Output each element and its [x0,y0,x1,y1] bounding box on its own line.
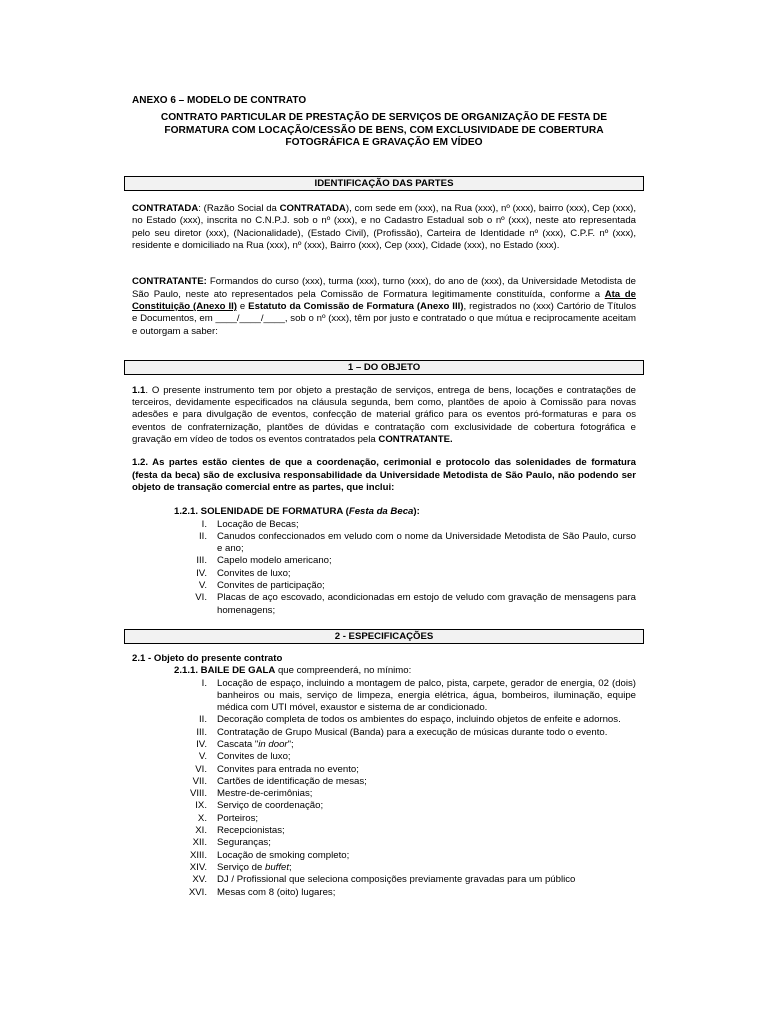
roman-numeral: I. [201,518,207,530]
baile-item [132,714,636,726]
baile-item [132,751,636,763]
roman-numeral: I. [201,677,207,689]
roman-numeral: VI. [195,763,207,775]
clause-2-1-1-number: 2.1.1. BAILE DE GALA [174,665,276,677]
roman-numeral: VIII. [189,788,207,800]
baile-item [132,764,636,776]
roman-numeral: XVI. [188,886,207,898]
list-item-text: Convites de luxo; [217,567,291,579]
baile-items-list [132,678,636,899]
estatuto-ref: Estatuto da Comissão de Formatura (Anexo III) [248,300,464,312]
roman-numeral: VII. [192,775,207,787]
contratante-text-1: Formandos do curso (xxx), turma (xxx), turno (xxx), do ano de (xxx), da Universidade Metodista de São Paulo, neste ato representados pela Comissão de Formatura legitimamente constituída, conforme a [132,276,636,300]
list-item-text: Canudos confeccionados em veludo com o nome da Universidade Metodista de São Paulo, curso e ano; [217,530,636,555]
baile-item [132,788,636,800]
contratante-text-2: e [236,300,249,312]
annex-heading: ANEXO 6 – MODELO DE CONTRATO [132,95,307,106]
list-item-text: Locação de Becas; [217,518,299,530]
roman-numeral: III. [196,555,207,567]
solenidade-item [132,568,636,580]
clause-1-1-number: 1.1 [132,384,146,396]
list-item-text: Cascata "in door"; [217,738,294,750]
list-item-text: Capelo modelo americano; [217,555,332,567]
clause-1-2-1-head-end: ): [413,506,420,518]
baile-item [132,727,636,739]
contratada-paragraph [132,203,636,252]
roman-numeral: XIII. [189,849,207,861]
list-item-text: Convites de luxo; [217,751,291,763]
contratante-paragraph [132,276,636,337]
clause-1-1 [132,385,636,446]
list-item-text: Convites para entrada no evento; [217,763,359,775]
section-especificacoes: 2 - ESPECIFICAÇÕES [124,629,644,644]
list-item-text: Contratação de Grupo Musical (Banda) para a execução de músicas durante todo o evento. [217,726,608,738]
list-item-text: Serviço de buffet; [217,861,292,873]
clause-1-2: 1.2. As partes estão cientes de que a coordenação, cerimonial e protocolo das solenidades de formatura (festa da beca) são de exclusiva responsabilidade da Universidade Metodista de São Paulo, não podendo ser objeto de transação comercial entre as partes, que inclui: [132,457,636,493]
baile-item [132,678,636,715]
contratante-label: CONTRATANTE: [132,276,207,288]
baile-item [132,887,636,899]
baile-item [132,739,636,751]
baile-item [132,825,636,837]
title-line-2: FORMATURA COM LOCAÇÃO/CESSÃO DE BENS, COM EXCLUSIVIDADE DE COBERTURA [164,124,604,136]
roman-numeral: III. [196,726,207,738]
clause-1-1-text: . O presente instrumento tem por objeto a prestação de serviços, entrega de bens, locações e contratações de terceiros, devidamente especificados na cláusula segunda, bem como, plantões de apoio à Comissão para novas adesões e para divulgação de eventos, confecção de material gráfico para os eventos pró-formaturas e para os eventos de confraternização, plantões de dúvidas e contratação com exclusividade de cobertura fotográfica e gravação em vídeo de todos os eventos contratados pela [132,384,636,446]
clause-2-1-1-text: que compreenderá, no mínimo: [275,665,412,677]
list-item-text: Porteiros; [217,812,259,824]
clause-1-2-1-head: 1.2.1. SOLENIDADE DE FORMATURA ( [174,506,349,518]
ata-constituicao-ref: Ata de Constituição (Anexo II) [132,288,636,312]
list-item-text: Serviço de coordenação; [217,800,324,812]
roman-numeral: XII. [192,837,207,849]
solenidade-item [132,519,636,531]
list-item-text: Recepcionistas; [217,825,285,837]
list-item-text: Convites de participação; [217,580,325,592]
list-item-text: DJ / Profissional que seleciona composições previamente gravadas para um público [217,874,576,886]
solenidade-items-list [132,519,636,617]
roman-numeral: IV. [196,738,207,750]
clause-2-1-1-heading [174,665,636,677]
contratante-text-3: , registrados no (xxx) Cartório de Títulos e Documentos, em ____/____/____, sob o nº (xxx), têm por justo e contratado o que mútua e reciprocamente aceitam e outorgam a saber: [132,300,637,337]
clause-2-1-heading: 2.1 - Objeto do presente contrato [132,652,283,664]
list-item-text: Mesas com 8 (oito) lugares; [217,886,336,898]
solenidade-item [132,555,636,567]
clause-1-2-1-heading [174,506,636,518]
roman-numeral: II. [199,714,207,726]
baile-item [132,862,636,874]
list-item-text: Cartões de identificação de mesas; [217,775,367,787]
contract-page [132,95,636,899]
baile-item [132,800,636,812]
solenidade-item [132,531,636,556]
roman-numeral: IX. [195,800,207,812]
section-identificacao: IDENTIFICAÇÃO DAS PARTES [124,176,644,191]
roman-numeral: VI. [195,592,207,604]
roman-numeral: XV. [192,874,207,886]
contratada-text-1: : (Razão Social da [198,203,280,215]
list-item-text: Locação de smoking completo; [217,849,350,861]
contratada-label-2: CONTRATADA [279,203,346,215]
list-item-text: Locação de espaço, incluindo a montagem de palco, pista, carpete, gerador de energia, 02 (dois) banheiros ou mais, serviço de limpeza, energia elétrica, água, bombeiros, iluminação, equipe médica com UTI móvel, exaustor e sistema de ar condicionado. [217,677,636,714]
clause-1-2-1-head-italic: Festa da Beca [348,506,414,518]
roman-numeral: X. [197,812,207,824]
solenidade-item [132,580,636,592]
contratada-label: CONTRATADA [132,203,199,215]
roman-numeral: XIV. [189,861,207,873]
roman-numeral: IV. [196,567,207,579]
list-item-text: Decoração completa de todos os ambientes do espaço, incluindo objetos de enfeite e adornos. [217,714,621,726]
roman-numeral: II. [199,530,207,542]
baile-item [132,850,636,862]
roman-numeral: V. [198,580,207,592]
solenidade-item [132,592,636,617]
contratada-text-2: ), com sede em (xxx), na Rua (xxx), nº (xxx), bairro (xxx), Cep (xxx), no Estado (xxx), inscrita no C.N.P.J. sob o nº (xxx), e no Cadastro Estadual sob o nº (xxx), neste ato representada pelo seu diretor (xxx), (Nacionalidade), (Estado Civil), (Profissão), Carteira de Identidade nº (xxx), C.P.F. nº (xxx), residente e domiciliado na Rua (xxx), nº (xxx), Bairro (xxx), Cep (xxx), Cidade (xxx), no Estado (xxx). [132,203,637,252]
baile-item [132,813,636,825]
roman-numeral: V. [198,751,207,763]
baile-item [132,837,636,849]
roman-numeral: XI. [195,825,207,837]
list-item-text: Seguranças; [217,837,271,849]
baile-item [132,776,636,788]
baile-item [132,874,636,886]
contract-title [132,112,636,149]
title-line-1: CONTRATO PARTICULAR DE PRESTAÇÃO DE SERVIÇOS DE ORGANIZAÇÃO DE FESTA DE [160,112,608,124]
list-item-text: Mestre-de-cerimônias; [217,788,313,800]
clause-1-1-end: CONTRATANTE. [378,434,453,446]
section-objeto: 1 – DO OBJETO [124,360,644,375]
title-line-3: FOTOGRÁFICA E GRAVAÇÃO EM VÍDEO [285,136,483,148]
list-item-text: Placas de aço escovado, acondicionadas em estojo de veludo com gravação de mensagens para homenagens; [217,592,636,616]
